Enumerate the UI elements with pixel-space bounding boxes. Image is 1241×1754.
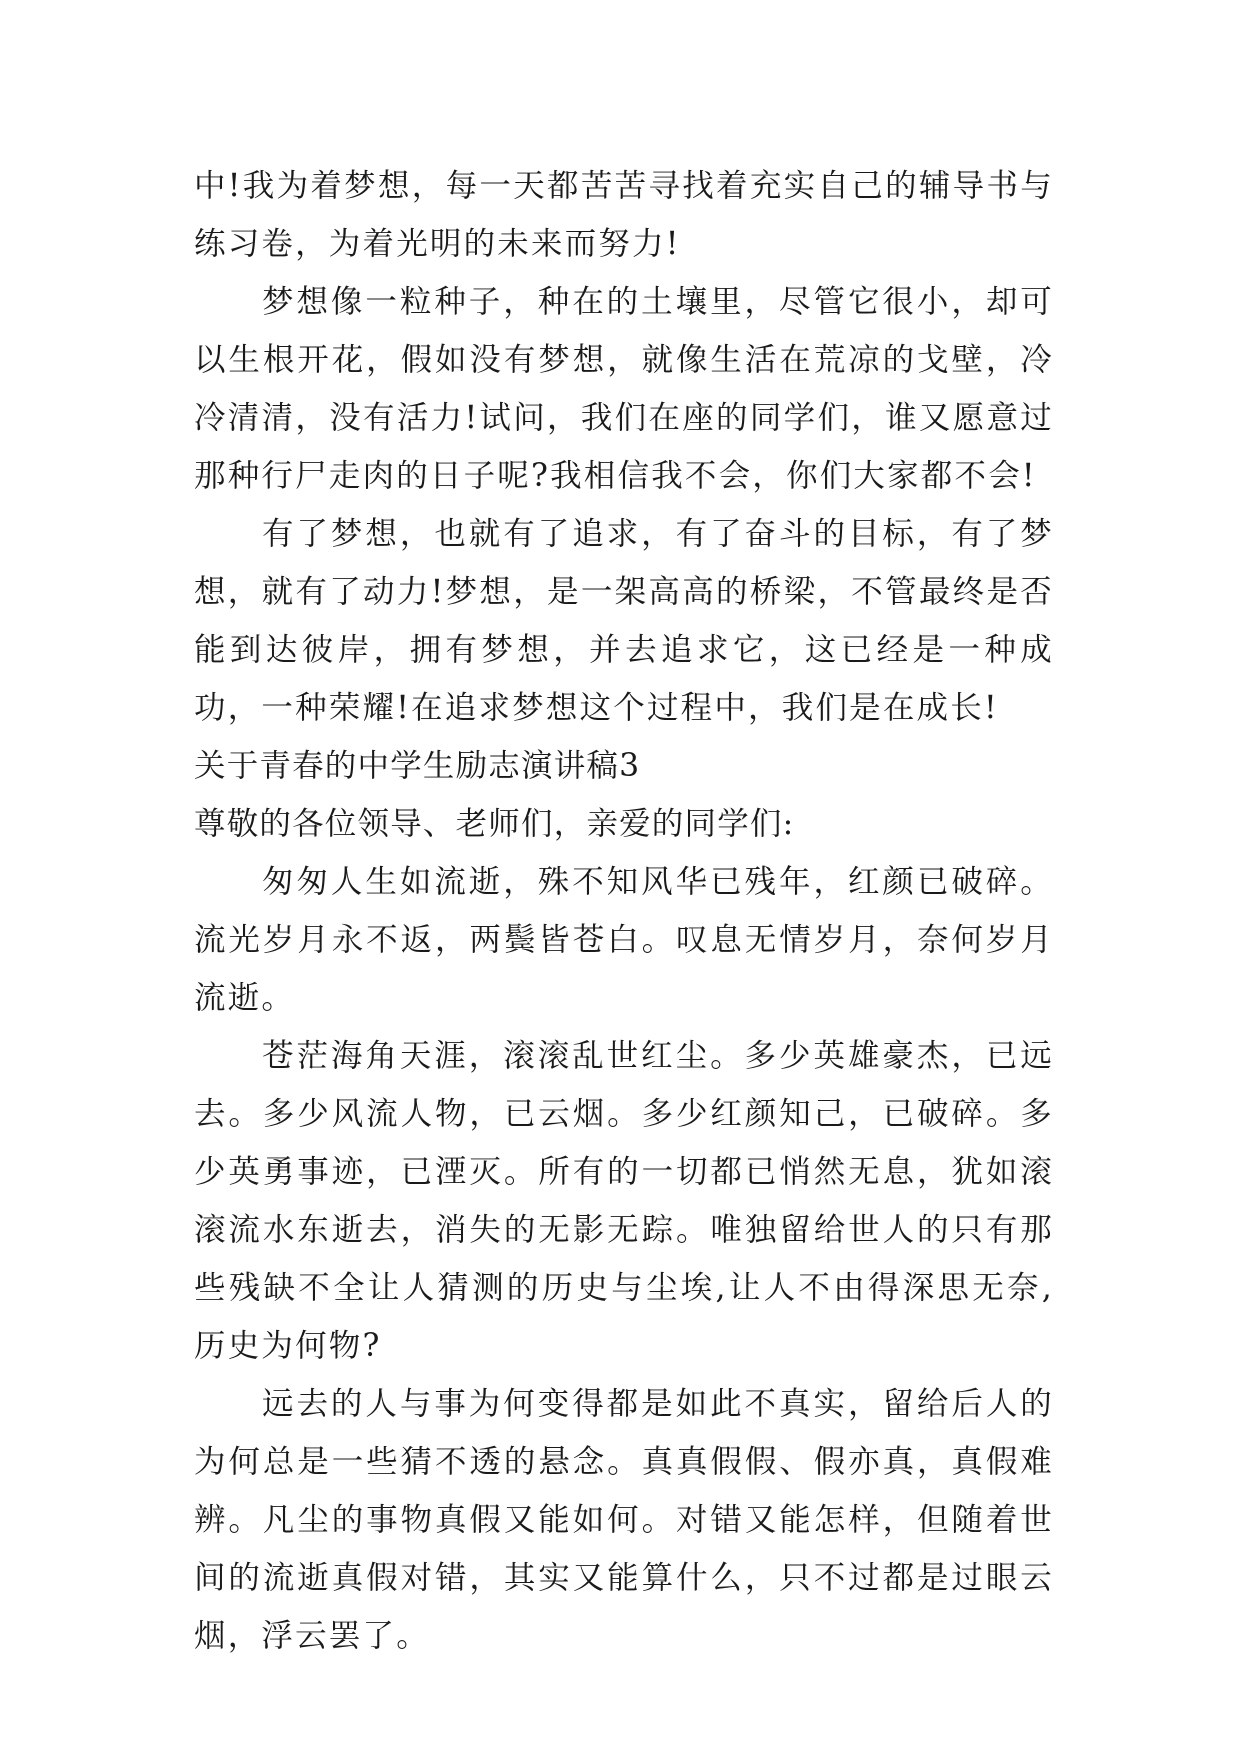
- body-paragraph: 有了梦想，也就有了追求，有了奋斗的目标，有了梦想，就有了动力!梦想，是一架高高的桥梁，不管最终是否能到达彼岸，拥有梦想，并去追求它，这已经是一种成功，一种荣耀!在追求梦想这个过程中，我们是在成长!: [194, 516, 1054, 726]
- section-title: 关于青春的中学生励志演讲稿3: [194, 748, 641, 784]
- body-paragraph: 中!我为着梦想，每一天都苦苦寻找着充实自己的辅导书与练习卷，为着光明的未来而努力!: [194, 168, 1054, 262]
- body-paragraph: 梦想像一粒种子，种在的土壤里，尽管它很小，却可以生根开花，假如没有梦想，就像生活在荒凉的戈壁，冷冷清清，没有活力!试问，我们在座的同学们，谁又愿意过那种行尸走肉的日子呢?我相信我不会，你们大家都不会!: [194, 284, 1054, 494]
- salutation: 尊敬的各位领导、老师们，亲爱的同学们:: [194, 806, 795, 842]
- speech-paragraph: 远去的人与事为何变得都是如此不真实，留给后人的为何总是一些猜不透的悬念。真真假假、假亦真，真假难辨。凡尘的事物真假又能如何。对错又能怎样，但随着世间的流逝真假对错，其实又能算什么，只不过都是过眼云烟，浮云罢了。: [194, 1386, 1054, 1654]
- document-body: [194, 157, 1054, 1665]
- speech-paragraph: 匆匆人生如流逝，殊不知风华已残年，红颜已破碎。流光岁月永不返，两鬓皆苍白。叹息无情岁月，奈何岁月流逝。: [194, 864, 1054, 1016]
- speech-paragraph: 苍茫海角天涯，滚滚乱世红尘。多少英雄豪杰，已远去。多少风流人物，已云烟。多少红颜知己，已破碎。多少英勇事迹，已湮灭。所有的一切都已悄然无息，犹如滚滚流水东逝去，消失的无影无踪。唯独留给世人的只有那些残缺不全让人猜测的历史与尘埃,让人不由得深思无奈,历史为何物?: [194, 1038, 1054, 1364]
